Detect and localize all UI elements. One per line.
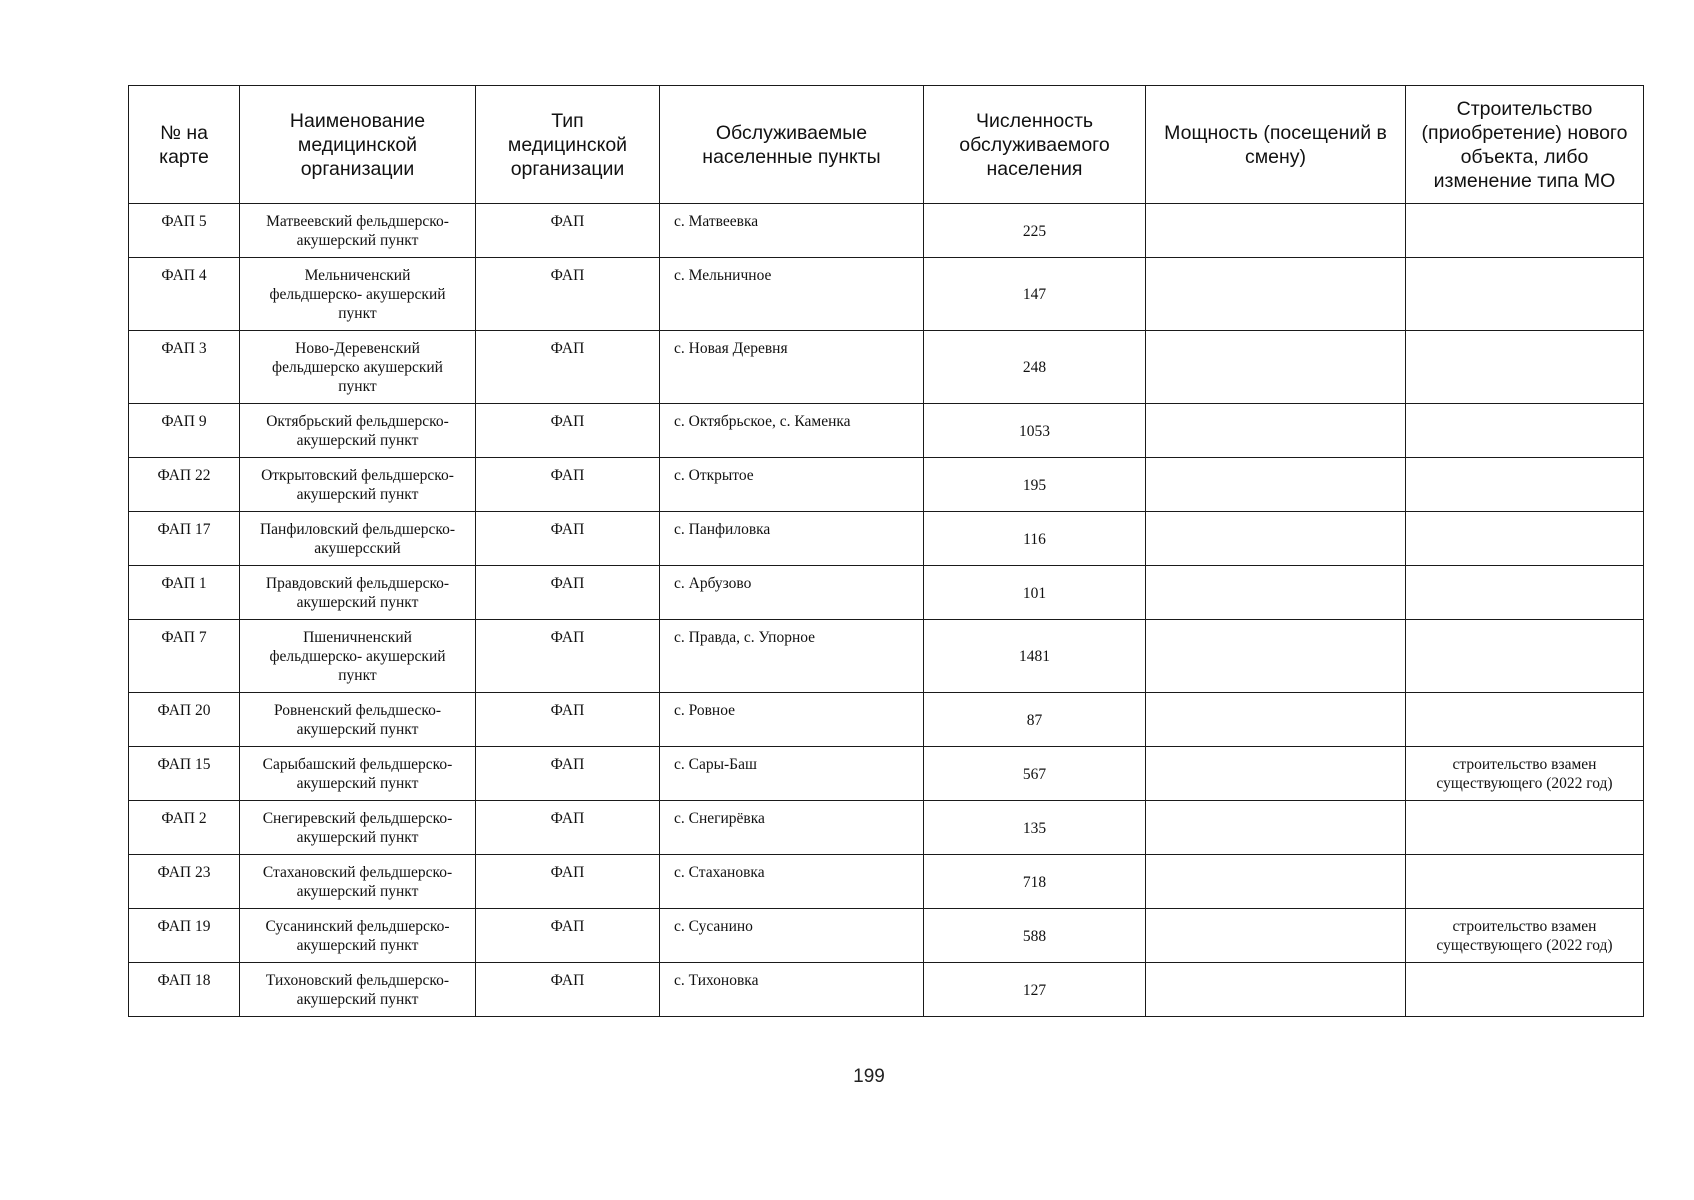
cell-map-number: ФАП 22 <box>129 458 240 512</box>
cell-population: 588 <box>924 909 1146 963</box>
cell-map-number: ФАП 19 <box>129 909 240 963</box>
cell-population: 225 <box>924 204 1146 258</box>
cell-capacity <box>1146 963 1406 1017</box>
cell-capacity <box>1146 331 1406 404</box>
cell-settlements: с. Панфиловка <box>660 512 924 566</box>
cell-organization-name: Октябрьский фельдшерско- акушерский пункт <box>240 404 476 458</box>
cell-settlements: с. Тихоновка <box>660 963 924 1017</box>
cell-settlements: с. Снегирёвка <box>660 801 924 855</box>
cell-settlements: с. Октябрьское, с. Каменка <box>660 404 924 458</box>
cell-organization-type: ФАП <box>476 693 660 747</box>
cell-settlements: с. Сусанино <box>660 909 924 963</box>
cell-organization-name: Стахановский фельдшерско- акушерский пункт <box>240 855 476 909</box>
cell-settlements: с. Стахановка <box>660 855 924 909</box>
cell-construction: строительство взамен существующего (2022 год) <box>1406 909 1644 963</box>
cell-population: 101 <box>924 566 1146 620</box>
cell-organization-name: Ново-Деревенский фельдшерско акушерский пункт <box>240 331 476 404</box>
cell-organization-type: ФАП <box>476 331 660 404</box>
cell-construction: строительство взамен существующего (2022 год) <box>1406 747 1644 801</box>
cell-construction <box>1406 693 1644 747</box>
table-row <box>129 566 1644 620</box>
header-population: Численность обслуживаемого населения <box>924 86 1146 204</box>
cell-capacity <box>1146 404 1406 458</box>
cell-capacity <box>1146 693 1406 747</box>
table-row <box>129 855 1644 909</box>
cell-construction <box>1406 404 1644 458</box>
cell-population: 718 <box>924 855 1146 909</box>
cell-capacity <box>1146 566 1406 620</box>
cell-map-number: ФАП 7 <box>129 620 240 693</box>
header-organization-name: Наименование медицинской организации <box>240 86 476 204</box>
table-row <box>129 620 1644 693</box>
header-construction: Строительство (приобретение) нового объекта, либо изменение типа МО <box>1406 86 1644 204</box>
cell-capacity <box>1146 512 1406 566</box>
cell-map-number: ФАП 4 <box>129 258 240 331</box>
cell-settlements: с. Новая Деревня <box>660 331 924 404</box>
header-row <box>129 86 1644 204</box>
cell-settlements: с. Арбузово <box>660 566 924 620</box>
cell-organization-name: Снегиревский фельдшерско- акушерский пункт <box>240 801 476 855</box>
cell-population: 1053 <box>924 404 1146 458</box>
medical-organizations-table <box>128 85 1644 1017</box>
cell-map-number: ФАП 20 <box>129 693 240 747</box>
table-body <box>129 204 1644 1017</box>
cell-organization-type: ФАП <box>476 258 660 331</box>
cell-construction <box>1406 204 1644 258</box>
cell-construction <box>1406 566 1644 620</box>
cell-map-number: ФАП 23 <box>129 855 240 909</box>
cell-organization-type: ФАП <box>476 801 660 855</box>
cell-capacity <box>1146 747 1406 801</box>
cell-settlements: с. Сары-Баш <box>660 747 924 801</box>
cell-map-number: ФАП 3 <box>129 331 240 404</box>
cell-population: 1481 <box>924 620 1146 693</box>
cell-settlements: с. Открытое <box>660 458 924 512</box>
cell-population: 87 <box>924 693 1146 747</box>
cell-organization-name: Пшеничненский фельдшерско- акушерский пункт <box>240 620 476 693</box>
cell-organization-name: Ровненский фельдшеско- акушерский пункт <box>240 693 476 747</box>
cell-capacity <box>1146 620 1406 693</box>
cell-map-number: ФАП 17 <box>129 512 240 566</box>
cell-settlements: с. Ровное <box>660 693 924 747</box>
header-capacity: Мощность (посещений в смену) <box>1146 86 1406 204</box>
cell-construction <box>1406 458 1644 512</box>
cell-organization-type: ФАП <box>476 747 660 801</box>
cell-population: 127 <box>924 963 1146 1017</box>
table-row <box>129 331 1644 404</box>
header-settlements: Обслуживаемые населенные пункты <box>660 86 924 204</box>
cell-organization-type: ФАП <box>476 512 660 566</box>
cell-capacity <box>1146 258 1406 331</box>
cell-map-number: ФАП 18 <box>129 963 240 1017</box>
cell-map-number: ФАП 2 <box>129 801 240 855</box>
cell-capacity <box>1146 801 1406 855</box>
cell-population: 116 <box>924 512 1146 566</box>
table-row <box>129 404 1644 458</box>
cell-organization-name: Мельниченский фельдшерско- акушерский пункт <box>240 258 476 331</box>
cell-settlements: с. Матвеевка <box>660 204 924 258</box>
cell-organization-type: ФАП <box>476 909 660 963</box>
header-map-number: № на карте <box>129 86 240 204</box>
cell-settlements: с. Мельничное <box>660 258 924 331</box>
cell-capacity <box>1146 855 1406 909</box>
cell-population: 195 <box>924 458 1146 512</box>
table-row <box>129 512 1644 566</box>
table-row <box>129 963 1644 1017</box>
cell-capacity <box>1146 204 1406 258</box>
table-row <box>129 258 1644 331</box>
cell-settlements: с. Правда, с. Упорное <box>660 620 924 693</box>
table-row <box>129 458 1644 512</box>
table-row <box>129 204 1644 258</box>
table-row <box>129 747 1644 801</box>
cell-organization-name: Сарыбашский фельдшерско- акушерский пункт <box>240 747 476 801</box>
cell-map-number: ФАП 9 <box>129 404 240 458</box>
cell-construction <box>1406 855 1644 909</box>
cell-construction <box>1406 258 1644 331</box>
table-header <box>129 86 1644 204</box>
cell-population: 248 <box>924 331 1146 404</box>
cell-organization-type: ФАП <box>476 204 660 258</box>
cell-organization-name: Сусанинский фельдшерско- акушерский пункт <box>240 909 476 963</box>
cell-capacity <box>1146 458 1406 512</box>
cell-population: 567 <box>924 747 1146 801</box>
table-row <box>129 909 1644 963</box>
page-number: 199 <box>853 1066 885 1087</box>
cell-construction <box>1406 963 1644 1017</box>
cell-capacity <box>1146 909 1406 963</box>
cell-organization-type: ФАП <box>476 404 660 458</box>
cell-construction <box>1406 620 1644 693</box>
cell-organization-name: Тихоновский фельдшерско- акушерский пункт <box>240 963 476 1017</box>
cell-map-number: ФАП 15 <box>129 747 240 801</box>
cell-organization-name: Открытовский фельдшерско- акушерский пункт <box>240 458 476 512</box>
cell-population: 135 <box>924 801 1146 855</box>
cell-organization-name: Матвеевский фельдшерско- акушерский пункт <box>240 204 476 258</box>
cell-construction <box>1406 512 1644 566</box>
cell-organization-name: Панфиловский фельдшерско- акушерсский <box>240 512 476 566</box>
cell-organization-type: ФАП <box>476 963 660 1017</box>
table-row <box>129 801 1644 855</box>
cell-population: 147 <box>924 258 1146 331</box>
header-organization-type: Тип медицинской организации <box>476 86 660 204</box>
cell-construction <box>1406 801 1644 855</box>
cell-organization-type: ФАП <box>476 566 660 620</box>
cell-organization-name: Правдовский фельдшерско- акушерский пункт <box>240 566 476 620</box>
cell-map-number: ФАП 5 <box>129 204 240 258</box>
cell-organization-type: ФАП <box>476 855 660 909</box>
cell-organization-type: ФАП <box>476 458 660 512</box>
table-row <box>129 693 1644 747</box>
cell-map-number: ФАП 1 <box>129 566 240 620</box>
cell-organization-type: ФАП <box>476 620 660 693</box>
cell-construction <box>1406 331 1644 404</box>
